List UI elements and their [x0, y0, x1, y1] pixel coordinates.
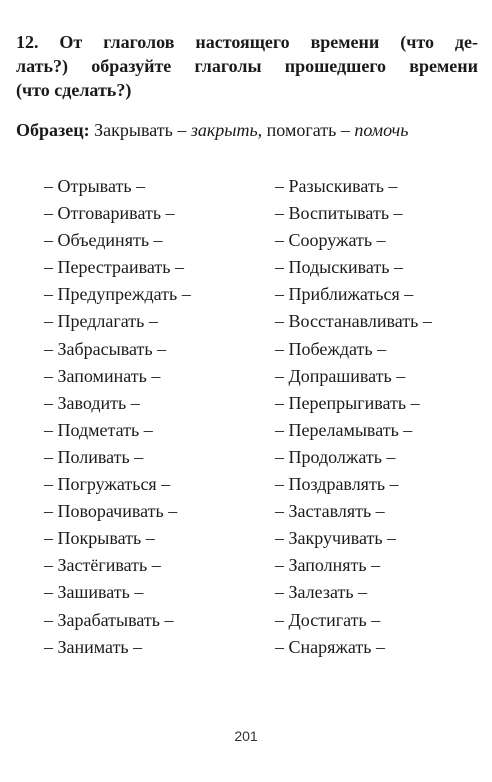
verb-right-item: – Подыскивать – [275, 257, 403, 278]
exercise-title-line-3: (что сделать?) [16, 80, 132, 100]
verb-left-item: – Занимать – [44, 636, 143, 657]
verb-left-item: – Забрасывать – [44, 338, 167, 359]
verb-right-item: – Продолжать – [275, 446, 396, 467]
verb-right-item: – Разыскивать – [275, 176, 398, 196]
verb-left-item: – Зарабатывать – [44, 609, 174, 630]
verb-right-item: – Восстанавливать – [275, 311, 432, 332]
verb-left-item: – Объединять – [44, 230, 163, 251]
verb-left-item: – Погружаться – [44, 474, 171, 495]
sample-verb-1-perfective: закрыть [190, 120, 258, 140]
sample-verb-2: помогать – [266, 120, 350, 140]
verb-right-item: – Заполнять – [275, 555, 381, 576]
exercise-title-line-2: лать?) образуйте глаголы прошедшего времени [16, 56, 478, 76]
sample-separator: , [257, 120, 263, 140]
verb-left-item: – Застёгивать – [44, 555, 161, 576]
verb-left-item: – Заводить – [44, 392, 140, 413]
exercise-title-line-1: 12. От глаголов настоящего времени (что де- [16, 32, 478, 52]
verb-right-item: – Сооружать – [275, 230, 386, 251]
verb-left-item: – Запоминать – [44, 365, 161, 386]
verb-left-item: – Поливать – [44, 446, 144, 467]
verb-list-left [44, 173, 191, 661]
verb-right-item: – Воспитывать – [275, 203, 403, 224]
verb-left-item: – Перестраивать – [44, 257, 184, 278]
verb-right-item: – Заставлять – [275, 501, 385, 522]
verb-left-item: – Отрывать – [44, 176, 146, 196]
exercise-title [16, 30, 478, 102]
verb-right-item: – Закручивать – [275, 528, 397, 549]
verb-right-item: – Перепрыгивать – [275, 392, 420, 413]
verb-left-item: – Зашивать – [44, 582, 144, 603]
verb-right-item: – Допрашивать – [275, 365, 406, 386]
sample-verb-2-perfective: помочь [354, 120, 409, 140]
verb-left-item: – Поворачивать – [44, 501, 178, 522]
sample-label: Образец: [16, 120, 90, 140]
verb-right-item: – Достигать – [275, 609, 381, 630]
sample-line [16, 118, 478, 142]
verb-right-item: – Побеждать – [275, 338, 387, 359]
verb-right-item: – Залезать – [275, 582, 368, 603]
verb-right-item: – Приближаться – [275, 284, 414, 305]
verb-right-item: – Снаряжать – [275, 636, 385, 657]
verb-right-item: – Поздравлять – [275, 474, 399, 495]
page-number: 201 [234, 728, 258, 744]
verb-left-item: – Предупреждать – [44, 284, 191, 305]
verb-list-right [275, 173, 432, 661]
verb-left-item: – Покрывать – [44, 528, 155, 549]
verb-left-item: – Подметать – [44, 419, 153, 440]
verb-left-item: – Предлагать – [44, 311, 158, 332]
sample-verb-1: Закрывать – [94, 120, 187, 140]
verb-right-item: – Переламывать – [275, 419, 413, 440]
verb-left-item: – Отговаривать – [44, 203, 175, 224]
